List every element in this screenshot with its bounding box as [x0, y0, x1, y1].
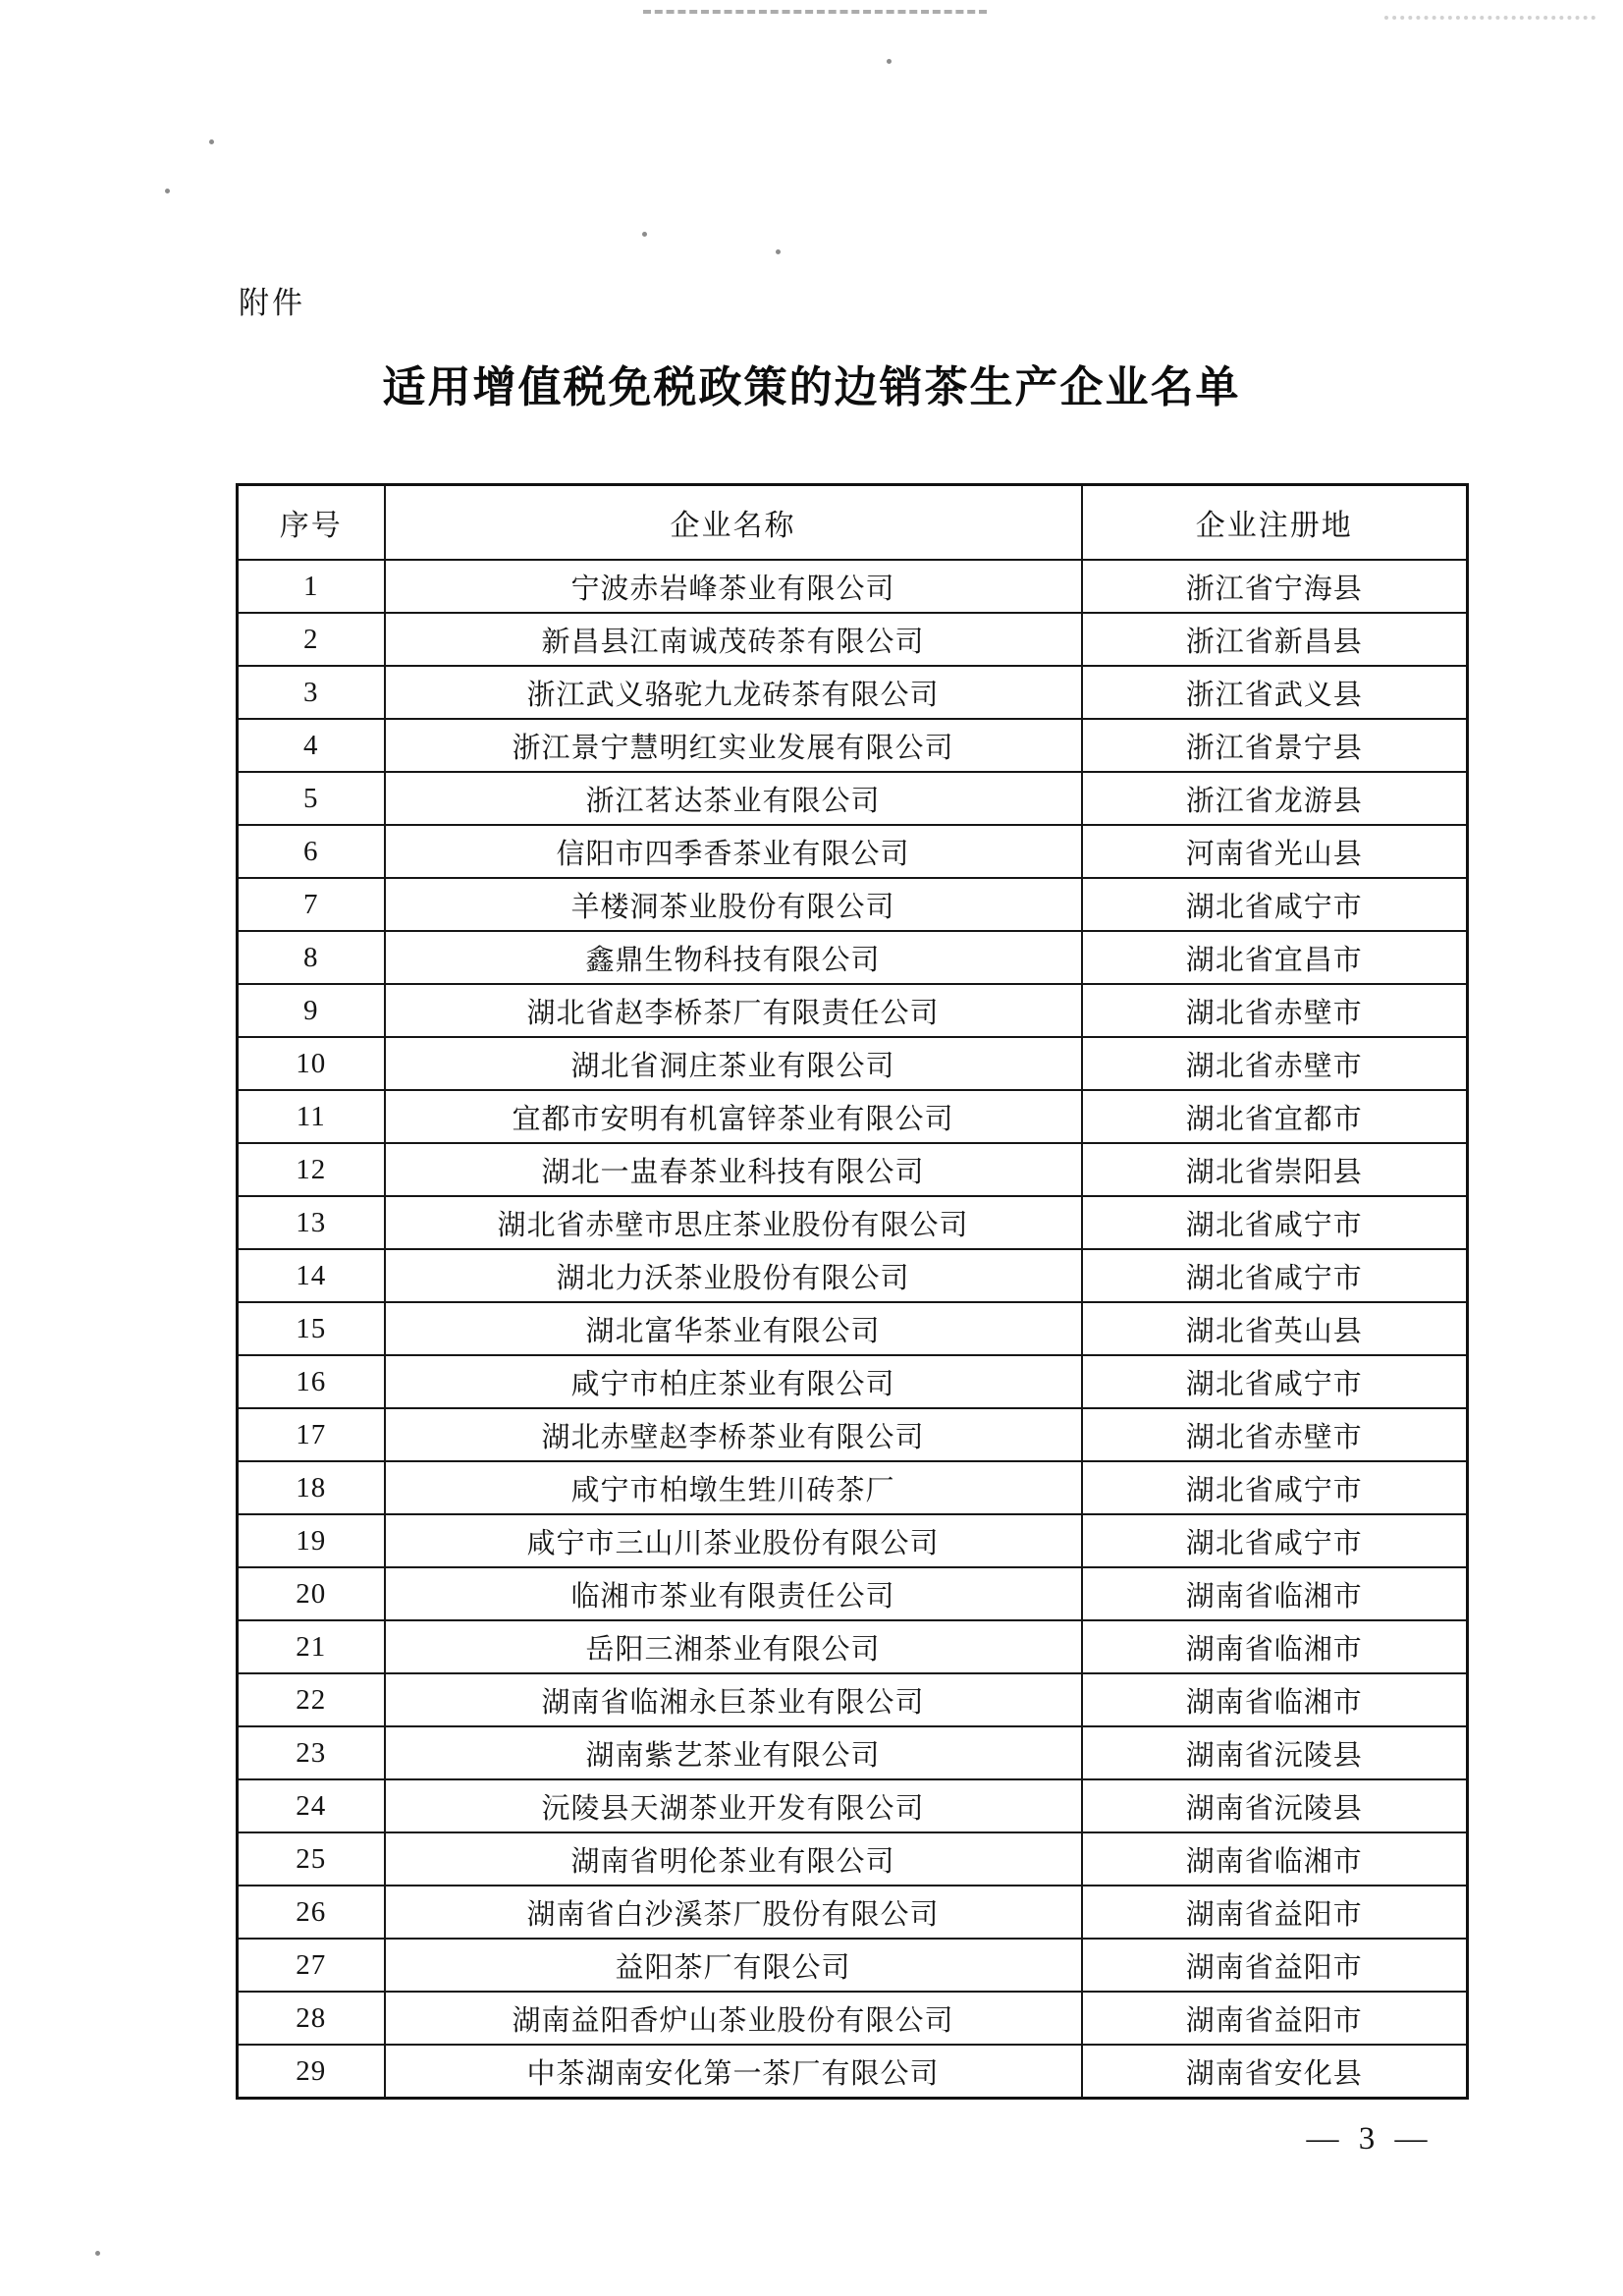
- registration-place-cell: 湖南省安化县: [1082, 2045, 1468, 2099]
- enterprise-name-cell: 湖北一盅春茶业科技有限公司: [385, 1143, 1082, 1196]
- table-row: [238, 1886, 1468, 1939]
- row-number-cell: 15: [238, 1302, 385, 1355]
- enterprise-name-cell: 湖南紫艺茶业有限公司: [385, 1726, 1082, 1779]
- row-number-cell: 21: [238, 1620, 385, 1673]
- enterprise-name-cell: 宜都市安明有机富锌茶业有限公司: [385, 1090, 1082, 1143]
- enterprise-name-cell: 湖北省赤壁市思庄茶业股份有限公司: [385, 1196, 1082, 1249]
- registration-place-cell: 湖北省宜昌市: [1082, 931, 1468, 984]
- registration-place-cell: 浙江省新昌县: [1082, 613, 1468, 666]
- enterprise-name-cell: 湖南省白沙溪茶厂股份有限公司: [385, 1886, 1082, 1939]
- registration-place-cell: 湖北省崇阳县: [1082, 1143, 1468, 1196]
- enterprise-name-cell: 湖北力沃茶业股份有限公司: [385, 1249, 1082, 1302]
- registration-place-cell: 湖南省临湘市: [1082, 1673, 1468, 1726]
- scan-artifact: [642, 232, 647, 237]
- row-number-cell: 3: [238, 666, 385, 719]
- header-cell-no: 序号: [238, 485, 385, 561]
- registration-place-cell: 湖南省临湘市: [1082, 1620, 1468, 1673]
- registration-place-cell: 湖北省咸宁市: [1082, 1196, 1468, 1249]
- registration-place-cell: 湖南省沅陵县: [1082, 1779, 1468, 1832]
- row-number-cell: 29: [238, 2045, 385, 2099]
- enterprise-name-cell: 湖北省赵李桥茶厂有限责任公司: [385, 984, 1082, 1037]
- page-number: — 3 —: [1306, 2121, 1434, 2157]
- row-number-cell: 24: [238, 1779, 385, 1832]
- registration-place-cell: 湖北省咸宁市: [1082, 1461, 1468, 1514]
- registration-place-cell: 湖北省咸宁市: [1082, 1355, 1468, 1408]
- header-cell-location: 企业注册地: [1082, 485, 1468, 561]
- registration-place-cell: 浙江省龙游县: [1082, 772, 1468, 825]
- row-number-cell: 2: [238, 613, 385, 666]
- table-row: [238, 772, 1468, 825]
- row-number-cell: 14: [238, 1249, 385, 1302]
- enterprise-name-cell: 宁波赤岩峰茶业有限公司: [385, 560, 1082, 613]
- row-number-cell: 26: [238, 1886, 385, 1939]
- scan-artifact: [209, 139, 214, 144]
- row-number-cell: 11: [238, 1090, 385, 1143]
- row-number-cell: 13: [238, 1196, 385, 1249]
- table-row: [238, 1090, 1468, 1143]
- table-row: [238, 560, 1468, 613]
- enterprise-name-cell: 临湘市茶业有限责任公司: [385, 1567, 1082, 1620]
- enterprise-name-cell: 湖北赤壁赵李桥茶业有限公司: [385, 1408, 1082, 1461]
- row-number-cell: 12: [238, 1143, 385, 1196]
- enterprise-name-cell: 湖南省明伦茶业有限公司: [385, 1832, 1082, 1886]
- row-number-cell: 28: [238, 1992, 385, 2045]
- scan-artifact: [776, 249, 781, 254]
- row-number-cell: 10: [238, 1037, 385, 1090]
- attachment-label: 附件: [239, 286, 305, 320]
- row-number-cell: 27: [238, 1939, 385, 1992]
- registration-place-cell: 湖南省益阳市: [1082, 1939, 1468, 1992]
- row-number-cell: 8: [238, 931, 385, 984]
- enterprise-name-cell: 信阳市四季香茶业有限公司: [385, 825, 1082, 878]
- enterprise-name-cell: 新昌县江南诚茂砖茶有限公司: [385, 613, 1082, 666]
- scan-artifact: [165, 189, 170, 193]
- enterprise-name-cell: 鑫鼎生物科技有限公司: [385, 931, 1082, 984]
- row-number-cell: 4: [238, 719, 385, 772]
- enterprise-name-cell: 中茶湖南安化第一茶厂有限公司: [385, 2045, 1082, 2099]
- row-number-cell: 17: [238, 1408, 385, 1461]
- registration-place-cell: 浙江省景宁县: [1082, 719, 1468, 772]
- enterprise-name-cell: 湖北省洞庄茶业有限公司: [385, 1037, 1082, 1090]
- table-row: [238, 1302, 1468, 1355]
- enterprise-name-cell: 岳阳三湘茶业有限公司: [385, 1620, 1082, 1673]
- table-row: [238, 1461, 1468, 1514]
- registration-place-cell: 湖北省宜都市: [1082, 1090, 1468, 1143]
- row-number-cell: 20: [238, 1567, 385, 1620]
- row-number-cell: 7: [238, 878, 385, 931]
- registration-place-cell: 浙江省宁海县: [1082, 560, 1468, 613]
- table-row: [238, 878, 1468, 931]
- registration-place-cell: 湖北省咸宁市: [1082, 1249, 1468, 1302]
- enterprise-name-cell: 湖南省临湘永巨茶业有限公司: [385, 1673, 1082, 1726]
- row-number-cell: 19: [238, 1514, 385, 1567]
- table-row: [238, 1514, 1468, 1567]
- table-row: [238, 1037, 1468, 1090]
- table-row: [238, 719, 1468, 772]
- table-row: [238, 931, 1468, 984]
- registration-place-cell: 湖北省赤壁市: [1082, 984, 1468, 1037]
- registration-place-cell: 湖北省咸宁市: [1082, 1514, 1468, 1567]
- registration-place-cell: 湖南省临湘市: [1082, 1832, 1468, 1886]
- table-row: [238, 1673, 1468, 1726]
- table-header-row: [238, 485, 1468, 561]
- registration-place-cell: 河南省光山县: [1082, 825, 1468, 878]
- enterprise-name-cell: 咸宁市三山川茶业股份有限公司: [385, 1514, 1082, 1567]
- table-row: [238, 1408, 1468, 1461]
- table-row: [238, 1620, 1468, 1673]
- enterprise-name-cell: 浙江武义骆驼九龙砖茶有限公司: [385, 666, 1082, 719]
- scan-artifact: [643, 10, 987, 14]
- row-number-cell: 16: [238, 1355, 385, 1408]
- registration-place-cell: 湖南省益阳市: [1082, 1886, 1468, 1939]
- enterprise-name-cell: 湖北富华茶业有限公司: [385, 1302, 1082, 1355]
- table-row: [238, 984, 1468, 1037]
- enterprise-name-cell: 沅陵县天湖茶业开发有限公司: [385, 1779, 1082, 1832]
- registration-place-cell: 浙江省武义县: [1082, 666, 1468, 719]
- registration-place-cell: 湖北省赤壁市: [1082, 1037, 1468, 1090]
- table-row: [238, 1779, 1468, 1832]
- scan-artifact: [887, 59, 892, 64]
- row-number-cell: 22: [238, 1673, 385, 1726]
- row-number-cell: 5: [238, 772, 385, 825]
- table-row: [238, 1249, 1468, 1302]
- enterprise-table: [236, 483, 1469, 2100]
- scan-artifact: [1384, 16, 1596, 20]
- row-number-cell: 1: [238, 560, 385, 613]
- page-title: 适用增值税免税政策的边销茶生产企业名单: [382, 363, 1241, 411]
- table-row: [238, 1726, 1468, 1779]
- registration-place-cell: 湖南省沅陵县: [1082, 1726, 1468, 1779]
- table-row: [238, 1939, 1468, 1992]
- enterprise-name-cell: 益阳茶厂有限公司: [385, 1939, 1082, 1992]
- row-number-cell: 23: [238, 1726, 385, 1779]
- table-row: [238, 1355, 1468, 1408]
- table-body: [238, 560, 1468, 2099]
- table-row: [238, 1567, 1468, 1620]
- row-number-cell: 6: [238, 825, 385, 878]
- table-row: [238, 1143, 1468, 1196]
- table-row: [238, 1992, 1468, 2045]
- table-row: [238, 613, 1468, 666]
- registration-place-cell: 湖南省益阳市: [1082, 1992, 1468, 2045]
- registration-place-cell: 湖北省赤壁市: [1082, 1408, 1468, 1461]
- enterprise-name-cell: 湖南益阳香炉山茶业股份有限公司: [385, 1992, 1082, 2045]
- table-row: [238, 825, 1468, 878]
- row-number-cell: 25: [238, 1832, 385, 1886]
- table-row: [238, 1832, 1468, 1886]
- header-cell-name: 企业名称: [385, 485, 1082, 561]
- row-number-cell: 18: [238, 1461, 385, 1514]
- enterprise-name-cell: 羊楼洞茶业股份有限公司: [385, 878, 1082, 931]
- registration-place-cell: 湖南省临湘市: [1082, 1567, 1468, 1620]
- registration-place-cell: 湖北省英山县: [1082, 1302, 1468, 1355]
- enterprise-name-cell: 咸宁市柏庄茶业有限公司: [385, 1355, 1082, 1408]
- enterprise-name-cell: 咸宁市柏墩生甡川砖茶厂: [385, 1461, 1082, 1514]
- table-row: [238, 2045, 1468, 2099]
- row-number-cell: 9: [238, 984, 385, 1037]
- enterprise-name-cell: 浙江景宁慧明红实业发展有限公司: [385, 719, 1082, 772]
- registration-place-cell: 湖北省咸宁市: [1082, 878, 1468, 931]
- table-row: [238, 1196, 1468, 1249]
- table-row: [238, 666, 1468, 719]
- enterprise-name-cell: 浙江茗达茶业有限公司: [385, 772, 1082, 825]
- scan-artifact: [95, 2251, 100, 2256]
